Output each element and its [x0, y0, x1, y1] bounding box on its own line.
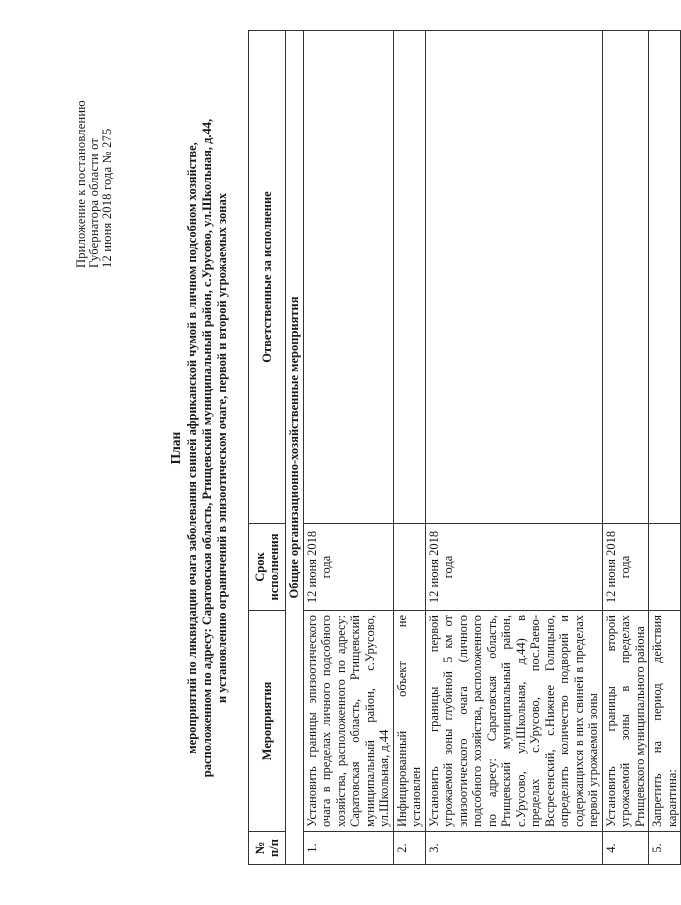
header-num: № п/п: [249, 832, 286, 865]
header-term: Срок исполнения: [249, 524, 286, 611]
header-action: Мероприятия: [249, 611, 286, 832]
row-responsible: [425, 31, 602, 524]
row-term: 12 июня 2018 года: [303, 524, 393, 611]
row-action: Инфицированный объект не установлен: [393, 611, 425, 832]
approval-block: [75, 28, 114, 268]
table-row: [425, 31, 602, 865]
row-responsible: [393, 31, 425, 524]
row-term: 12 июня 2018 года: [602, 524, 649, 611]
document-title: План: [168, 431, 183, 465]
document-subtitle: [185, 18, 230, 878]
row-num: 5.: [649, 832, 681, 865]
approval-line-2: Губернатора области от: [87, 137, 101, 268]
section-row: [286, 31, 304, 865]
row-responsible: [649, 31, 681, 524]
row-action: Установить границы первой угрожаемой зоны глубиной 5 км от эпизоотического очага (личного подсобного хозяйства, расположенного по адресу: Саратовская область, Ртищевский муниципальный район, с.Урусово, ул.Школьная, д.44) в пределах с.Урусово, пос.Раево-Вссресенский, с.Нижнее Голицыно, определить количество подворий и содержащихся в них свиней в пределах первой угрожаемой зоны: [425, 611, 602, 832]
row-responsible: [303, 31, 393, 524]
row-num: 4.: [602, 832, 649, 865]
row-num: 2.: [393, 832, 425, 865]
rotated-document: [20, 18, 679, 878]
subtitle-line-2: расположенном по адресу: Саратовская область, Ртищевский муниципальный район, с.Урусово, ул.Школьная, д.44,: [200, 118, 214, 778]
subtitle-line-3: и установлению ограничений в эпизоотическом очаге, первой и второй угрожаемых зонах: [215, 192, 229, 704]
table-row: [303, 31, 393, 865]
table-row: [602, 31, 649, 865]
table-header-row: [249, 31, 286, 865]
approval-line-1: Приложение к постановлению: [74, 100, 88, 268]
row-action: Установить границы второй угрожаемой зоны в пределах Ртищевского муниципального района: [602, 611, 649, 832]
row-num: 3.: [425, 832, 602, 865]
section-title: Общие организационно-хозяйственные мероприятия: [286, 31, 304, 865]
row-term: 12 июня 2018 года: [425, 524, 602, 611]
row-term: [649, 524, 681, 611]
row-action: Запретить на период действия карантина:: [649, 611, 681, 832]
row-term: [393, 524, 425, 611]
subtitle-line-1: мероприятий по ликвидации очага заболевания свиней африканской чумой в личном подсобном хозяйстве,: [185, 142, 199, 754]
approval-line-3: 12 июня 2018 года № 275: [100, 128, 114, 268]
row-num: 1.: [303, 832, 393, 865]
row-action: Установить границы эпизоотического очага в пределах личного подсобного хозяйства, расположенного по адресу: Саратовская область, Ртищевский муниципальный район, с.Урусово, ул.Школьная, д.44: [303, 611, 393, 832]
plan-table: [248, 30, 681, 865]
row-responsible: [602, 31, 649, 524]
table-row: [649, 31, 681, 865]
table-row: [393, 31, 425, 865]
header-responsible: Ответственные за исполнение: [249, 31, 286, 524]
